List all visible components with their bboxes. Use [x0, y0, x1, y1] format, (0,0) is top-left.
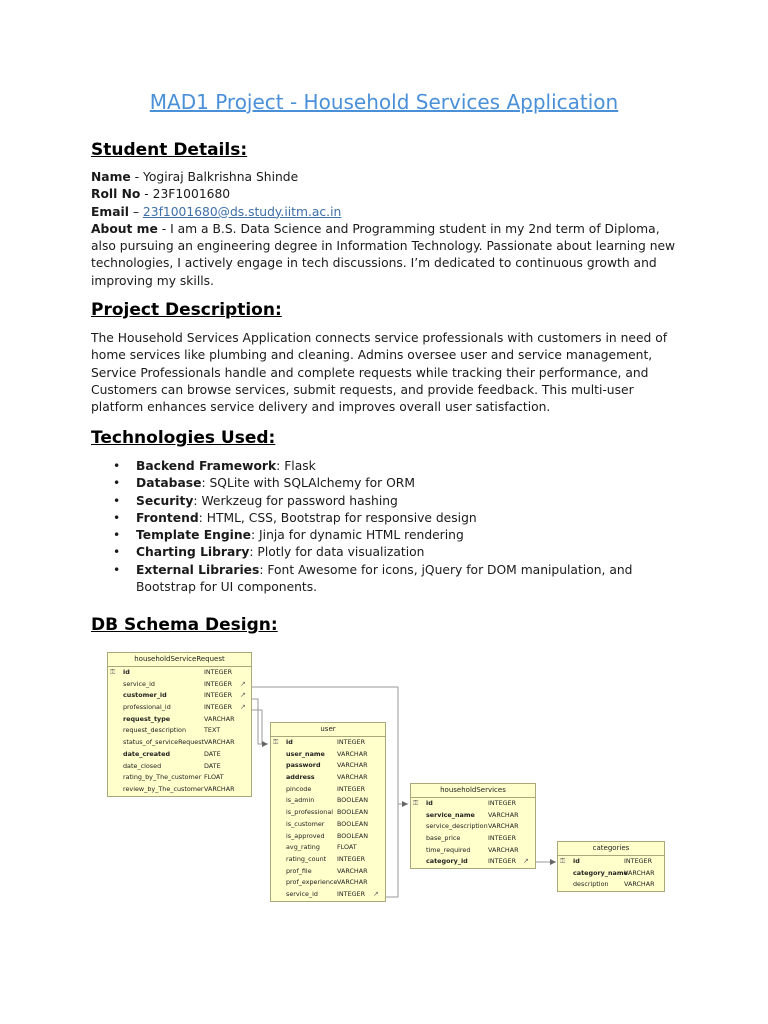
column-type: VARCHAR	[488, 822, 519, 831]
table-row	[271, 854, 385, 866]
column-type: VARCHAR	[204, 738, 235, 747]
column-type: BOOLEAN	[337, 831, 369, 840]
tech-value: : SQLite with SQLAlchemy for ORM	[201, 476, 415, 491]
column-name: request_type	[123, 714, 171, 723]
column-name: id	[426, 799, 433, 807]
table-household-services	[410, 783, 536, 869]
table-row	[411, 810, 535, 822]
column-type: VARCHAR	[337, 749, 368, 758]
key-icon: ⚿	[273, 738, 279, 746]
column-name: request_description	[123, 726, 187, 735]
column-type: VARCHAR	[337, 878, 368, 887]
column-type: BOOLEAN	[337, 819, 369, 828]
table-row	[558, 868, 664, 880]
table-row	[271, 866, 385, 878]
column-type: VARCHAR	[337, 866, 368, 875]
column-type: DATE	[204, 761, 221, 770]
technologies-heading: Technologies Used:	[91, 428, 276, 448]
table-row	[271, 889, 385, 901]
table-row	[558, 879, 664, 891]
tech-value: : Jinja for dynamic HTML rendering	[251, 528, 464, 543]
name-label: Name	[91, 170, 131, 184]
column-type: INTEGER	[337, 854, 366, 863]
column-type: VARCHAR	[624, 880, 655, 889]
table-categories	[557, 841, 665, 892]
column-type: VARCHAR	[488, 845, 519, 854]
about-label: About me	[91, 221, 158, 236]
column-type: VARCHAR	[204, 714, 235, 723]
email-label: Email	[91, 204, 129, 219]
column-type: FLOAT	[337, 843, 357, 852]
project-description-heading: Project Description:	[91, 300, 282, 320]
page-title: MAD1 Project - Household Services Application	[149, 90, 619, 114]
tech-label: Security	[136, 493, 194, 508]
table-row	[108, 761, 251, 773]
foreign-key-icon: ↗	[373, 889, 379, 898]
tech-value: : Flask	[276, 459, 316, 473]
column-name: user_name	[286, 749, 325, 758]
student-details-heading: Student Details:	[91, 140, 248, 160]
column-type: INTEGER	[337, 784, 366, 793]
table-row	[271, 760, 385, 772]
foreign-key-icon: ↗	[523, 857, 529, 866]
table-household-service-request	[107, 652, 252, 797]
email-link[interactable]: 23f1001680@ds.study.iitm.ac.in	[142, 204, 342, 219]
table-row	[108, 784, 251, 796]
column-name: avg_rating	[286, 843, 320, 852]
table-row	[411, 833, 535, 845]
column-name: password	[286, 761, 321, 770]
table-row	[271, 842, 385, 854]
column-name: service_name	[426, 810, 475, 819]
column-name: pincode	[286, 784, 312, 793]
table-row	[108, 690, 251, 702]
table-row	[271, 807, 385, 819]
table-header: categories	[558, 842, 664, 856]
column-name: rating_count	[286, 854, 327, 863]
foreign-key-icon: ↗	[240, 703, 246, 712]
column-name: id	[286, 738, 293, 746]
table-row	[411, 845, 535, 857]
column-name: professional_id	[123, 703, 171, 712]
table-row	[558, 856, 664, 868]
table-row	[108, 772, 251, 784]
column-name: review_by_The_customer	[123, 784, 204, 793]
column-name: is_approved	[286, 831, 325, 840]
table-row	[271, 795, 385, 807]
key-icon: ⚿	[110, 668, 116, 676]
column-type: INTEGER	[488, 857, 517, 866]
column-name: customer_id	[123, 691, 167, 700]
column-type: INTEGER	[204, 703, 233, 712]
about-text: - I am a B.S. Data Science and Programming student in my 2nd term of Diploma, also pursuing an engineering degree in Information Technology. Passionate about learning new technologies, I actively engage in tech discussions. I’m dedicated to continuous growth and improving my skills.	[91, 221, 676, 288]
column-type: INTEGER	[488, 799, 517, 807]
table-row	[271, 877, 385, 889]
column-type: BOOLEAN	[337, 808, 369, 817]
table-row	[271, 831, 385, 843]
column-name: id	[123, 668, 130, 676]
key-icon: ⚿	[413, 799, 419, 807]
column-name: service_description	[426, 822, 488, 831]
table-user	[270, 722, 386, 902]
tech-label: Backend Framework	[136, 459, 277, 473]
column-type: INTEGER	[337, 889, 366, 898]
column-name: time_required	[426, 845, 471, 854]
table-row	[271, 784, 385, 796]
column-name: address	[286, 773, 315, 782]
email-separator: –	[128, 204, 143, 219]
foreign-key-icon: ↗	[240, 691, 246, 700]
column-type: VARCHAR	[488, 810, 519, 819]
table-row	[108, 737, 251, 749]
roll-label: Roll No	[91, 187, 141, 202]
tech-value: : Plotly for data visualization	[249, 545, 425, 560]
column-name: is_customer	[286, 819, 325, 828]
column-name: prof_experience	[286, 878, 338, 887]
name-value: - Yogiraj Balkrishna Shinde	[130, 170, 299, 184]
column-type: INTEGER	[337, 738, 366, 746]
tech-value: : HTML, CSS, Bootstrap for responsive design	[198, 510, 477, 525]
table-header: user	[271, 723, 385, 737]
column-name: description	[573, 880, 609, 889]
column-name: service_id	[123, 679, 155, 688]
table-row	[271, 749, 385, 761]
project-description-text: The Household Services Application connects service professionals with customers in need of home services like plumbing and cleaning. Admins oversee user and service management, Service Professionals handle and complete requests while tracking their performance, and Customers can browse services, submit requests, and provide feedback. This multi-user platform enhances service delivery and improves overall user satisfaction.	[91, 331, 668, 415]
column-name: rating_by_The_customer	[123, 773, 202, 782]
column-name: date_created	[123, 749, 171, 758]
foreign-key-icon: ↗	[240, 679, 246, 688]
column-type: DATE	[204, 749, 221, 758]
column-type: VARCHAR	[337, 773, 368, 782]
table-row	[108, 679, 251, 691]
column-name: id	[573, 857, 580, 865]
column-type: INTEGER	[204, 679, 233, 688]
column-name: service_id	[286, 889, 318, 898]
tech-label: Database	[136, 476, 202, 491]
arrow-icon	[262, 741, 268, 747]
column-name: category_name	[573, 868, 628, 877]
column-name: is_professional	[286, 808, 334, 817]
column-type: INTEGER	[624, 857, 653, 865]
column-type: VARCHAR	[204, 784, 235, 793]
tech-label: Frontend	[136, 510, 199, 525]
table-row	[411, 798, 535, 810]
table-row	[108, 714, 251, 726]
arrow-icon	[550, 859, 556, 865]
column-type: TEXT	[204, 726, 221, 735]
tech-value: : Font Awesome for icons, jQuery for DOM manipulation, and Bootstrap for UI components.	[136, 562, 633, 595]
link-user-service-id	[384, 804, 408, 897]
column-type: INTEGER	[204, 691, 233, 700]
table-row	[271, 772, 385, 784]
column-name: date_closed	[123, 761, 162, 770]
column-name: is_admin	[286, 796, 315, 805]
tech-label: External Libraries	[136, 562, 260, 577]
tech-value: : Werkzeug for password hashing	[193, 493, 398, 508]
column-name: prof_file	[286, 866, 312, 875]
column-type: FLOAT	[204, 773, 224, 782]
table-header: householdServices	[411, 784, 535, 798]
key-icon: ⚿	[560, 857, 566, 865]
table-row	[271, 737, 385, 749]
table-row	[108, 749, 251, 761]
tech-label: Template Engine	[136, 528, 251, 543]
column-name: status_of_serviceRequest	[123, 738, 205, 747]
roll-value: - 23F1001680	[140, 187, 231, 202]
arrow-icon	[402, 801, 408, 807]
db-schema-heading: DB Schema Design:	[91, 615, 278, 635]
column-type: INTEGER	[204, 668, 233, 676]
column-name: base_price	[426, 834, 461, 843]
table-row	[411, 856, 535, 868]
column-name: category_id	[426, 857, 468, 866]
column-type: INTEGER	[488, 834, 517, 843]
column-type: VARCHAR	[624, 868, 655, 877]
table-row	[108, 702, 251, 714]
table-row	[108, 667, 251, 679]
table-header: householdServiceRequest	[108, 653, 251, 667]
table-row	[108, 725, 251, 737]
table-row	[411, 821, 535, 833]
column-type: VARCHAR	[337, 761, 368, 770]
column-type: BOOLEAN	[337, 796, 369, 805]
link-professional-id	[250, 710, 268, 744]
link-customer-id	[250, 699, 268, 744]
tech-label: Charting Library	[136, 545, 250, 560]
table-row	[271, 819, 385, 831]
